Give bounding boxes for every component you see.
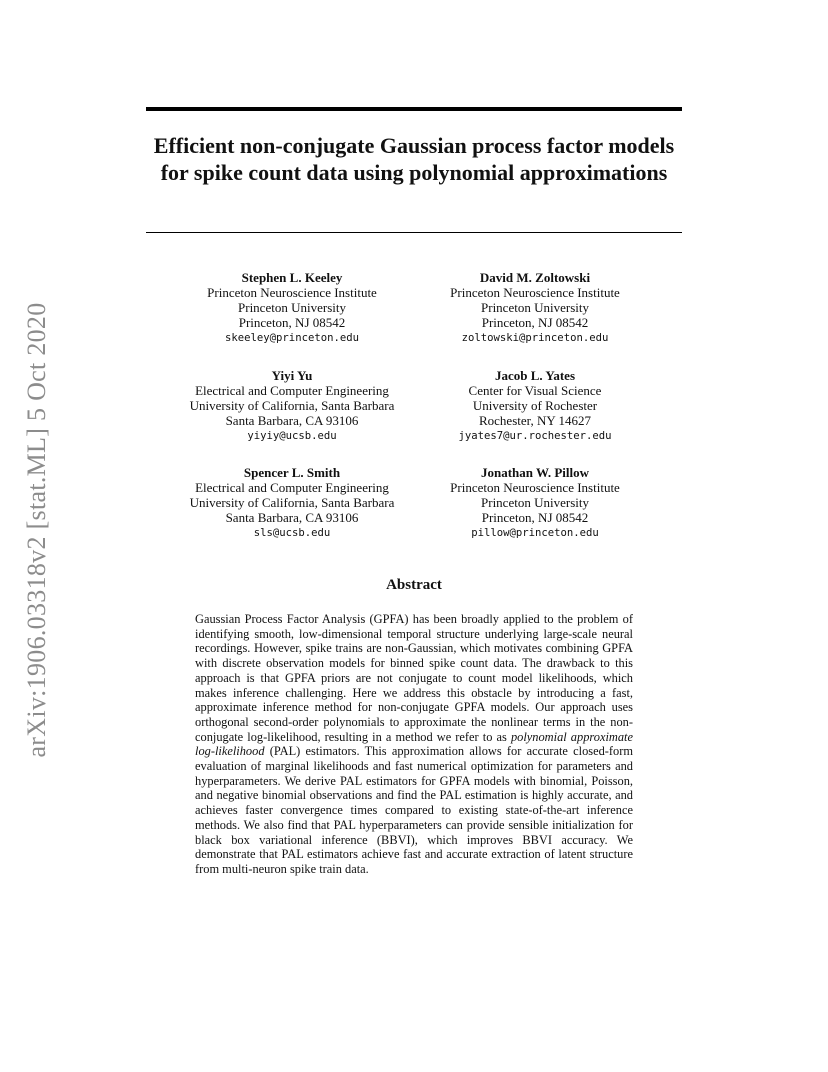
author-institution: University of California, Santa Barbara [189, 495, 395, 510]
author-name: Stephen L. Keeley [241, 270, 343, 285]
abstract-emphasis: polynomial approximate log-likelihood [195, 729, 633, 759]
author-block [172, 465, 412, 541]
author-affiliation: Princeton Neuroscience Institute [450, 285, 620, 300]
author-block [172, 270, 412, 346]
arxiv-identifier-stamp: arXiv:1906.03318v2 [stat.ML] 5 Oct 2020 [22, 302, 51, 758]
abstract-text-part: (PAL) estimators. This approximation allows for accurate closed-form evaluation of marginal likelihoods and fast numerical optimization for parameters and hyperparameters. We derive PAL estimators for GPFA models with binomial, Poisson, and negative binomial observations and find the PAL estimation is highly accurate, and achieves faster convergence times compared to existing state-of-the-art inference methods. We also find that PAL hyperparameters can provide sensible initialization for black box variational inference (BBVI), which improves BBVI accuracy. We demonstrate that PAL estimators achieve fast and accurate extraction of latent structure from multi-neuron spike train data. [195, 744, 633, 876]
author-location: Princeton, NJ 08542 [238, 315, 346, 330]
author-email: zoltowski@princeton.edu [461, 332, 609, 344]
abstract-text [195, 612, 633, 877]
author-location: Santa Barbara, CA 93106 [225, 510, 359, 525]
author-affiliation: Center for Visual Science [468, 383, 602, 398]
author-location: Princeton, NJ 08542 [481, 510, 589, 525]
abstract-heading: Abstract [386, 577, 442, 593]
author-affiliation: Princeton Neuroscience Institute [207, 285, 377, 300]
author-name: Spencer L. Smith [243, 465, 341, 480]
title-bottom-rule [146, 232, 682, 233]
author-affiliation: Electrical and Computer Engineering [195, 383, 389, 398]
author-email: yiyiy@ucsb.edu [247, 430, 337, 442]
author-email: sls@ucsb.edu [253, 527, 331, 539]
author-email: skeeley@princeton.edu [225, 332, 359, 344]
author-name: Jonathan W. Pillow [480, 465, 589, 480]
author-institution: Princeton University [481, 495, 589, 510]
author-location: Rochester, NY 14627 [478, 413, 591, 428]
author-location: Princeton, NJ 08542 [481, 315, 589, 330]
author-name: Jacob L. Yates [494, 368, 576, 383]
author-email: jyates7@ur.rochester.edu [458, 430, 612, 442]
abstract-text-part: Gaussian Process Factor Analysis (GPFA) has been broadly applied to the problem of identifying smooth, low-dimensional temporal structure underlying large-scale neural recordings. However, spike trains are non-Gaussian, which motivates combining GPFA with discrete observation models for binned spike count data. The drawback to this approach is that GPFA priors are not conjugate to count model likelihoods, which makes inference challenging. Here we address this obstacle by introducing a fast, approximate inference method for non-conjugate GPFA models. Our approach uses orthogonal second-order polynomials to approximate the nonlinear terms in the non-conjugate log-likelihood, resulting in a method we refer to as [195, 612, 633, 744]
author-affiliation: Electrical and Computer Engineering [195, 480, 389, 495]
author-email: pillow@princeton.edu [471, 527, 599, 539]
author-block [415, 368, 655, 444]
author-institution: Princeton University [481, 300, 589, 315]
author-block [415, 465, 655, 541]
author-institution: Princeton University [238, 300, 346, 315]
author-location: Santa Barbara, CA 93106 [225, 413, 359, 428]
author-block [172, 368, 412, 444]
author-institution: University of California, Santa Barbara [189, 398, 395, 413]
author-affiliation: Princeton Neuroscience Institute [450, 480, 620, 495]
author-name: David M. Zoltowski [479, 270, 591, 285]
paper-title: Efficient non-conjugate Gaussian process factor models for spike count data using polynomial approximations [153, 133, 675, 185]
author-block [415, 270, 655, 346]
author-institution: University of Rochester [472, 398, 598, 413]
author-name: Yiyi Yu [271, 368, 313, 383]
title-top-rule [146, 107, 682, 111]
